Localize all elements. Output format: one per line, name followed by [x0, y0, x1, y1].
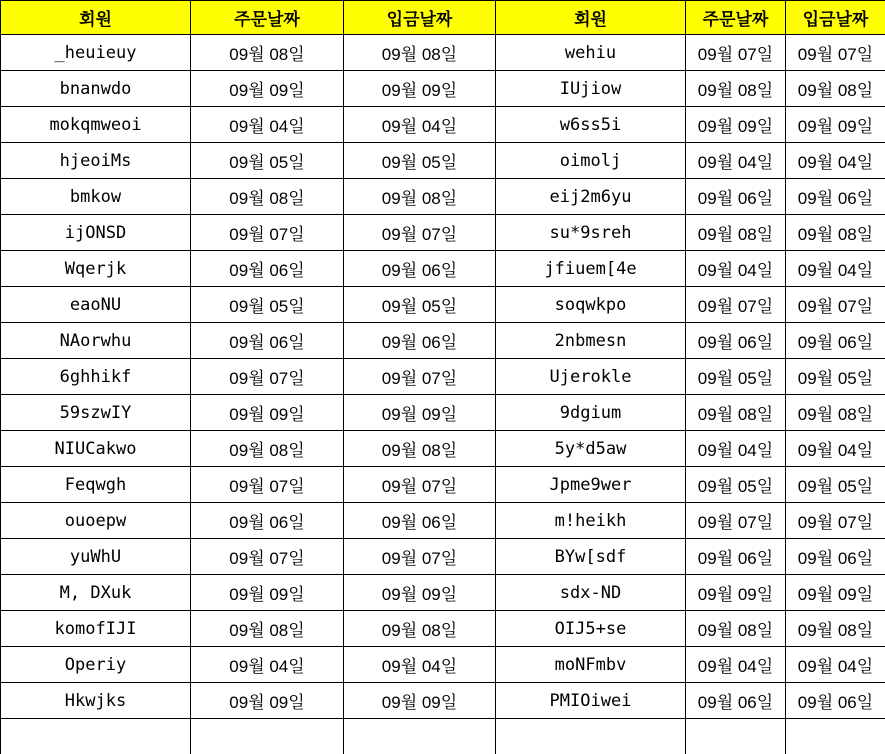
cell-member: BYw[sdf — [496, 539, 686, 575]
cell-order-date: 09월 07일 — [686, 503, 786, 539]
cell-member: soqwkpo — [496, 287, 686, 323]
cell-payment-date: 09월 08일 — [344, 431, 496, 467]
cell-member: IUjiow — [496, 71, 686, 107]
header-row — [1, 1, 885, 35]
cell-member: wehiu — [496, 35, 686, 71]
cell-member: Jpme9wer — [496, 467, 686, 503]
cell-member: 2nbmesn — [496, 323, 686, 359]
cell-order-date: 09월 04일 — [191, 647, 344, 683]
cell-payment-date: 09월 07일 — [786, 287, 885, 323]
cell-payment-date: 09월 04일 — [786, 431, 885, 467]
column-header-payment-date-right: 입금날짜 — [786, 1, 885, 35]
cell-payment-date: 09월 07일 — [344, 359, 496, 395]
table-row — [1, 575, 885, 611]
cell-member: NIUCakwo — [1, 431, 191, 467]
cell-payment-date: 09월 08일 — [344, 611, 496, 647]
cell-payment-date: 09월 07일 — [344, 539, 496, 575]
cell-member: w6ss5i — [496, 107, 686, 143]
cell-order-date: 09월 06일 — [686, 179, 786, 215]
cell-member: Wqerjk — [1, 251, 191, 287]
table-header — [1, 1, 885, 35]
cell-payment-date: 09월 09일 — [786, 575, 885, 611]
cell-member: komofIJI — [1, 611, 191, 647]
cell-order-date: 09월 05일 — [686, 359, 786, 395]
column-header-member-right: 회원 — [496, 1, 686, 35]
table-row — [1, 431, 885, 467]
cell-payment-date: 09월 09일 — [344, 575, 496, 611]
table-row — [1, 647, 885, 683]
cell-member: eaoNU — [1, 287, 191, 323]
cell-payment-date: 09월 07일 — [786, 503, 885, 539]
cell-payment-date: 09월 06일 — [786, 179, 885, 215]
cell-payment-date: 09월 09일 — [344, 683, 496, 719]
cell-payment-date: 09월 06일 — [786, 683, 885, 719]
cell-order-date: 09월 07일 — [686, 287, 786, 323]
cell-payment-date: 09월 08일 — [786, 71, 885, 107]
cell-member: ouoepw — [1, 503, 191, 539]
cell-order-date: 09월 08일 — [686, 395, 786, 431]
cell-payment-date: 09월 09일 — [344, 395, 496, 431]
cell-payment-date: 09월 06일 — [344, 503, 496, 539]
table-body — [1, 35, 885, 754]
cell-order-date: 09월 08일 — [686, 611, 786, 647]
cell-member — [1, 719, 191, 754]
cell-order-date: 09월 05일 — [686, 467, 786, 503]
cell-order-date: 09월 06일 — [686, 323, 786, 359]
cell-order-date: 09월 09일 — [191, 71, 344, 107]
cell-payment-date: 09월 08일 — [344, 35, 496, 71]
cell-member: 5y*d5aw — [496, 431, 686, 467]
table-row — [1, 143, 885, 179]
cell-order-date: 09월 05일 — [191, 143, 344, 179]
cell-payment-date: 09월 05일 — [786, 467, 885, 503]
cell-member: PMIOiwei — [496, 683, 686, 719]
cell-member: eij2m6yu — [496, 179, 686, 215]
table-row — [1, 395, 885, 431]
cell-order-date: 09월 08일 — [191, 179, 344, 215]
table-row — [1, 503, 885, 539]
table-row — [1, 683, 885, 719]
cell-member: Operiy — [1, 647, 191, 683]
cell-order-date: 09월 06일 — [191, 323, 344, 359]
cell-order-date: 09월 08일 — [191, 35, 344, 71]
cell-member: 59szwIY — [1, 395, 191, 431]
cell-order-date: 09월 06일 — [191, 503, 344, 539]
column-header-member-left: 회원 — [1, 1, 191, 35]
cell-member: Feqwgh — [1, 467, 191, 503]
cell-payment-date: 09월 04일 — [344, 647, 496, 683]
table-row — [1, 719, 885, 754]
cell-payment-date — [344, 719, 496, 754]
cell-member: su*9sreh — [496, 215, 686, 251]
cell-order-date: 09월 04일 — [686, 143, 786, 179]
cell-order-date: 09월 07일 — [686, 35, 786, 71]
cell-order-date: 09월 04일 — [686, 431, 786, 467]
cell-member: NAorwhu — [1, 323, 191, 359]
cell-order-date: 09월 08일 — [686, 71, 786, 107]
column-header-order-date-right: 주문날짜 — [686, 1, 786, 35]
table-row — [1, 251, 885, 287]
cell-payment-date: 09월 07일 — [344, 467, 496, 503]
cell-member: ijONSD — [1, 215, 191, 251]
table-row — [1, 107, 885, 143]
cell-order-date: 09월 04일 — [686, 251, 786, 287]
table-row — [1, 215, 885, 251]
cell-payment-date: 09월 04일 — [786, 143, 885, 179]
cell-order-date: 09월 04일 — [686, 647, 786, 683]
cell-member: bnanwdo — [1, 71, 191, 107]
cell-payment-date: 09월 06일 — [786, 323, 885, 359]
cell-order-date: 09월 07일 — [191, 215, 344, 251]
cell-member: hjeoiMs — [1, 143, 191, 179]
cell-member: jfiuem[4e — [496, 251, 686, 287]
cell-order-date: 09월 08일 — [191, 431, 344, 467]
cell-member — [496, 719, 686, 754]
cell-payment-date: 09월 07일 — [344, 215, 496, 251]
cell-payment-date: 09월 08일 — [786, 395, 885, 431]
cell-member: bmkow — [1, 179, 191, 215]
cell-payment-date: 09월 06일 — [344, 251, 496, 287]
table-row — [1, 467, 885, 503]
cell-order-date: 09월 04일 — [191, 107, 344, 143]
cell-payment-date: 09월 05일 — [786, 359, 885, 395]
cell-order-date: 09월 09일 — [191, 575, 344, 611]
column-header-payment-date-left: 입금날짜 — [344, 1, 496, 35]
cell-member: _heuieuy — [1, 35, 191, 71]
cell-member: m!heikh — [496, 503, 686, 539]
cell-order-date: 09월 09일 — [686, 575, 786, 611]
cell-member: M, DXuk — [1, 575, 191, 611]
cell-payment-date: 09월 08일 — [786, 611, 885, 647]
cell-order-date: 09월 08일 — [686, 215, 786, 251]
cell-payment-date: 09월 07일 — [786, 35, 885, 71]
cell-payment-date: 09월 04일 — [344, 107, 496, 143]
cell-order-date: 09월 07일 — [191, 467, 344, 503]
cell-member: Ujerokle — [496, 359, 686, 395]
cell-order-date — [191, 719, 344, 754]
cell-member: oimolj — [496, 143, 686, 179]
cell-order-date: 09월 09일 — [191, 683, 344, 719]
cell-payment-date: 09월 08일 — [786, 215, 885, 251]
cell-member: sdx-ND — [496, 575, 686, 611]
column-header-order-date-left: 주문날짜 — [191, 1, 344, 35]
cell-payment-date: 09월 09일 — [344, 71, 496, 107]
cell-payment-date: 09월 06일 — [344, 323, 496, 359]
cell-payment-date — [786, 719, 885, 754]
table-row — [1, 71, 885, 107]
table-row — [1, 35, 885, 71]
cell-order-date: 09월 06일 — [191, 251, 344, 287]
cell-order-date: 09월 08일 — [191, 611, 344, 647]
table-row — [1, 611, 885, 647]
cell-order-date: 09월 06일 — [686, 683, 786, 719]
cell-member: 9dgium — [496, 395, 686, 431]
cell-payment-date: 09월 06일 — [786, 539, 885, 575]
cell-member: mokqmweoi — [1, 107, 191, 143]
cell-order-date: 09월 06일 — [686, 539, 786, 575]
cell-payment-date: 09월 05일 — [344, 287, 496, 323]
cell-member: 6ghhikf — [1, 359, 191, 395]
cell-payment-date: 09월 08일 — [344, 179, 496, 215]
cell-order-date: 09월 09일 — [686, 107, 786, 143]
cell-order-date: 09월 07일 — [191, 539, 344, 575]
cell-payment-date: 09월 04일 — [786, 647, 885, 683]
table-row — [1, 359, 885, 395]
cell-order-date: 09월 07일 — [191, 359, 344, 395]
cell-payment-date: 09월 05일 — [344, 143, 496, 179]
table-row — [1, 323, 885, 359]
cell-order-date: 09월 05일 — [191, 287, 344, 323]
cell-payment-date: 09월 09일 — [786, 107, 885, 143]
cell-order-date: 09월 09일 — [191, 395, 344, 431]
cell-member: moNFmbv — [496, 647, 686, 683]
table-row — [1, 179, 885, 215]
cell-member: OIJ5+se — [496, 611, 686, 647]
cell-order-date — [686, 719, 786, 754]
table-row — [1, 539, 885, 575]
cell-member: Hkwjks — [1, 683, 191, 719]
cell-member: yuWhU — [1, 539, 191, 575]
table-row — [1, 287, 885, 323]
cell-payment-date: 09월 04일 — [786, 251, 885, 287]
